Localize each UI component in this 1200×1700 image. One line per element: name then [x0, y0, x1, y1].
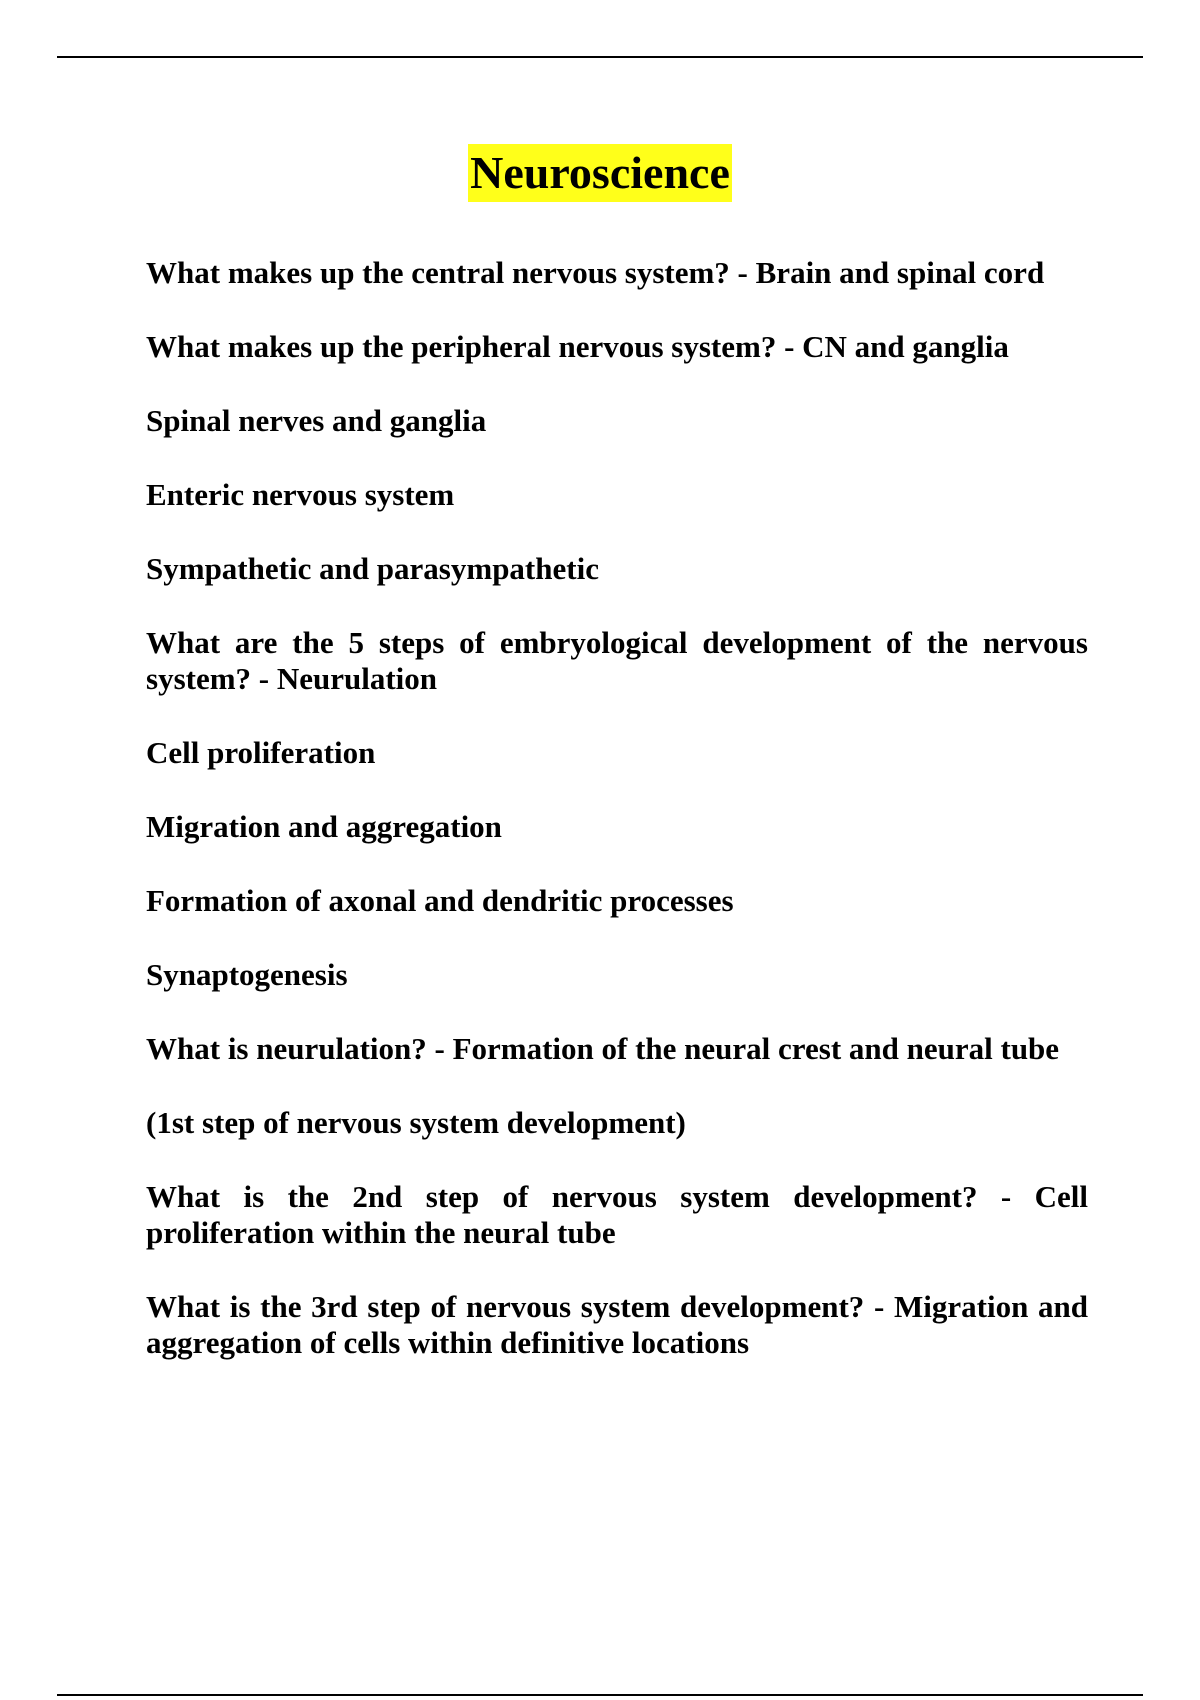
- paragraph: Enteric nervous system: [146, 477, 455, 512]
- document-body: [146, 255, 1088, 1399]
- paragraph: What is the 2nd step of nervous system development? - Cell proliferation within the neural tube: [146, 1179, 1088, 1250]
- paragraph: What makes up the central nervous system? - Brain and spinal cord: [146, 255, 1045, 290]
- top-rule: [57, 56, 1143, 58]
- paragraph: What is neurulation? - Formation of the neural crest and neural tube: [146, 1031, 1060, 1066]
- paragraph: Migration and aggregation: [146, 809, 502, 844]
- paragraph: Sympathetic and parasympathetic: [146, 551, 599, 586]
- title-container: [0, 144, 1200, 202]
- paragraph: What are the 5 steps of embryological development of the nervous system? - Neurulation: [146, 625, 1088, 696]
- paragraph: What makes up the peripheral nervous system? - CN and ganglia: [146, 329, 1009, 364]
- page-title: Neuroscience: [468, 144, 732, 202]
- paragraph: (1st step of nervous system development): [146, 1105, 686, 1140]
- bottom-rule: [57, 1694, 1143, 1696]
- paragraph: Formation of axonal and dendritic processes: [146, 883, 734, 918]
- paragraph: Cell proliferation: [146, 735, 376, 770]
- paragraph: What is the 3rd step of nervous system development? - Migration and aggregation of cells within definitive locations: [146, 1289, 1088, 1360]
- paragraph: Spinal nerves and ganglia: [146, 403, 487, 438]
- paragraph: Synaptogenesis: [146, 957, 348, 992]
